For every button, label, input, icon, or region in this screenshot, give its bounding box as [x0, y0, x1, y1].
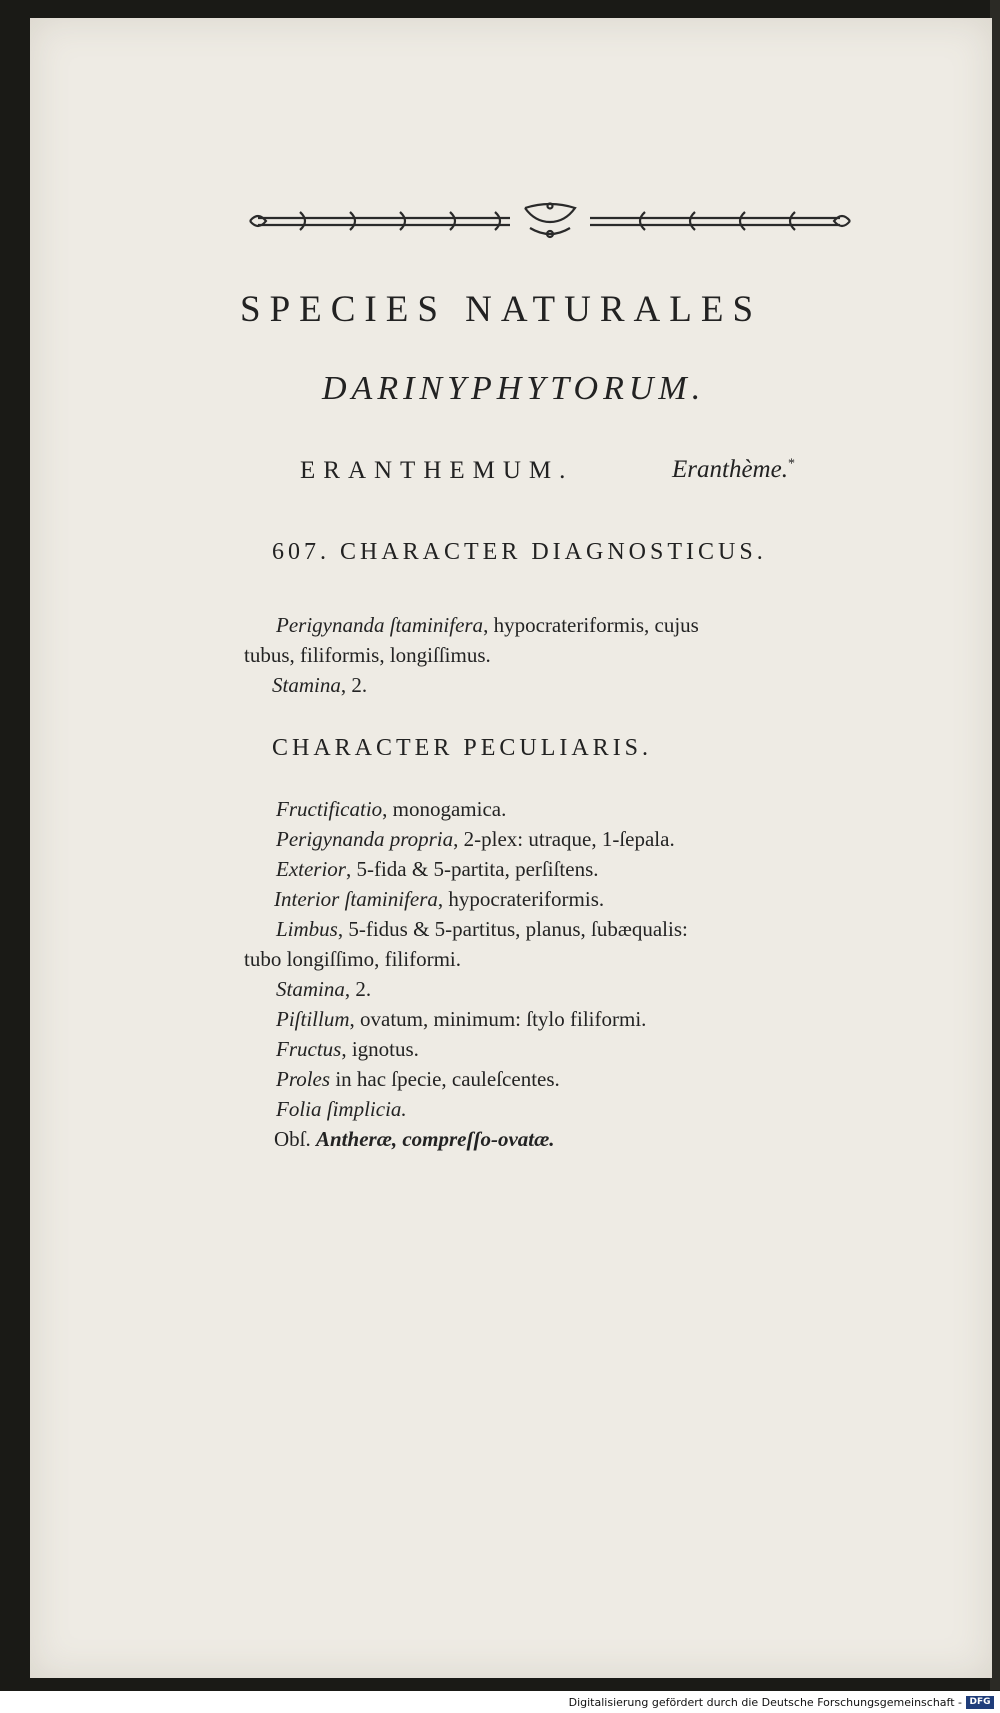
- line-italic: Fructus: [276, 1037, 342, 1061]
- ornament-headpiece-icon: [240, 198, 860, 244]
- line-text: in hac ſpecie, cauleſcentes.: [330, 1067, 560, 1091]
- dfg-logo: DFG: [966, 1696, 994, 1709]
- line-text: Obſ.: [274, 1127, 316, 1151]
- peculiaris-line-9: [276, 1037, 419, 1062]
- line-italic: Fructificatio: [276, 797, 383, 821]
- peculiaris-line-4: [274, 887, 604, 912]
- line-text: , hypocrateriformis.: [437, 887, 605, 911]
- peculiaris-line-3: [276, 857, 599, 882]
- peculiaris-line-7: [276, 977, 371, 1002]
- line-text: , monogamica.: [382, 797, 507, 821]
- peculiaris-line-11: [276, 1097, 407, 1122]
- genus-french-name: [672, 456, 795, 484]
- line-italic: Perigynanda ſtaminifera: [276, 613, 484, 637]
- heading-character-diagnosticus: 607. CHARACTER DIAGNOSTICUS.: [272, 539, 767, 565]
- line-italic: Proles: [276, 1067, 331, 1091]
- line-text: , 2.: [340, 673, 368, 697]
- line-italic: Stamina: [272, 673, 341, 697]
- peculiaris-line-8: [276, 1007, 646, 1032]
- diagnosticus-line-1: [276, 613, 699, 638]
- line-italic: Interior ſtaminifera: [274, 887, 438, 911]
- line-italic: Limbus: [276, 917, 338, 941]
- line-italic: Folia ſimplicia.: [276, 1097, 407, 1121]
- line-italic: Piſtillum: [276, 1007, 350, 1031]
- line-text: , 5-fidus & 5-partitus, planus, ſubæqualis:: [337, 917, 688, 941]
- diagnosticus-line-3: [272, 673, 367, 698]
- heading-character-peculiaris: CHARACTER PECULIARIS.: [272, 735, 653, 761]
- genus-latin-name: ERANTHEMUM.: [300, 457, 574, 484]
- line-text: tubus, filiformis, longiſſimus.: [244, 643, 491, 667]
- peculiaris-line-1: [276, 797, 506, 822]
- peculiaris-line-5: [276, 917, 688, 942]
- genus-french-text: Eranthème.: [672, 456, 788, 483]
- peculiaris-line-12: [274, 1127, 555, 1152]
- peculiaris-line-2: [276, 827, 675, 852]
- peculiaris-line-6: [244, 947, 461, 972]
- line-text: , 5-fida & 5-partita, perſiſtens.: [345, 857, 599, 881]
- line-text: , ignotus.: [341, 1037, 419, 1061]
- line-italic-tail: Antheræ, compreſſo-ovatæ.: [316, 1127, 555, 1151]
- page-title: SPECIES NATURALES: [240, 289, 763, 330]
- line-text: tubo longiſſimo, filiformi.: [244, 947, 461, 971]
- line-text: , ovatum, minimum: ſtylo filiformi.: [349, 1007, 647, 1031]
- digitization-footer: [0, 1691, 1000, 1713]
- line-text: , 2.: [344, 977, 372, 1001]
- line-text: , hypocrateriformis, cujus: [483, 613, 699, 637]
- page-subtitle: DARINYPHYTORUM.: [322, 370, 706, 407]
- footer-text: Digitalisierung gefördert durch die Deutsche Forschungsgemeinschaft -: [568, 1696, 962, 1709]
- genus-mark: *: [787, 456, 795, 472]
- diagnosticus-line-2: [244, 643, 491, 668]
- line-italic: Exterior: [276, 857, 346, 881]
- line-italic: Perigynanda propria: [276, 827, 454, 851]
- line-text: , 2-plex: utraque, 1-ſepala.: [453, 827, 675, 851]
- peculiaris-line-10: [276, 1067, 560, 1092]
- line-italic: Stamina: [276, 977, 345, 1001]
